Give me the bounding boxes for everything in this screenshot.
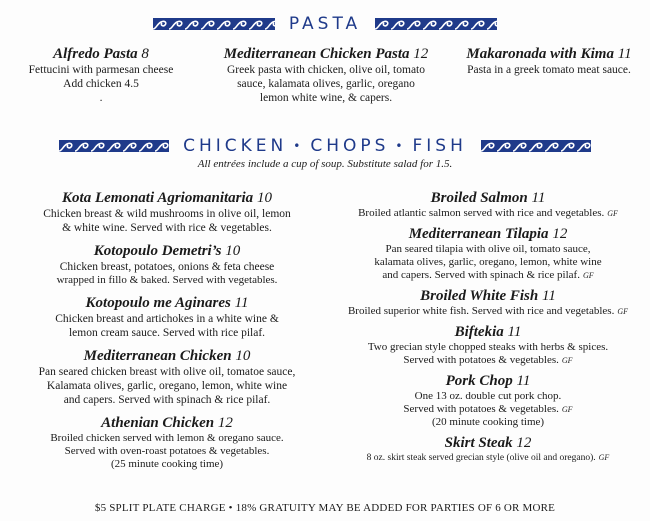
bullet-separator: •	[293, 139, 305, 153]
item-name: Skirt Steak	[444, 435, 513, 451]
item-name: Mediterranean Tilapia	[408, 226, 549, 242]
item-desc: 8 oz. skirt steak served grecian style (olive oil and oregano).	[366, 453, 596, 463]
greek-wave-border-left	[153, 18, 275, 30]
menu-item-broiled-white-fish	[330, 288, 646, 318]
item-desc: Chicken breast & wild mushrooms in olive oil, lemon	[43, 208, 291, 220]
item-desc: Pan seared tilapia with olive oil, tomato sauce,	[385, 243, 591, 255]
menu-item-broiled-salmon	[330, 190, 646, 220]
item-desc: and capers. Served with spinach & rice pilaf.	[382, 269, 580, 281]
item-desc: Served with potatoes & vegetables.	[403, 403, 559, 415]
item-desc: & white wine. Served with rice & vegetables.	[62, 222, 272, 234]
item-desc: Broiled superior white fish. Served with rice and vegetables.	[347, 305, 615, 317]
item-price: 11	[507, 324, 522, 340]
menu-item-skirt-steak	[330, 435, 646, 464]
menu-item-pork-chop	[330, 373, 646, 429]
heading-word-fish: FISH	[412, 136, 467, 156]
heading-word-chops: CHOPS	[310, 136, 390, 156]
item-price: 11	[617, 46, 632, 62]
menu-item-biftekia	[330, 324, 646, 367]
greek-wave-border-left	[59, 140, 169, 152]
left-column	[4, 190, 330, 471]
item-desc: and capers. Served with spinach & rice pilaf.	[63, 394, 271, 406]
item-name: Broiled Salmon	[430, 190, 528, 206]
item-desc: Fettucini with parmesan cheese	[28, 64, 174, 76]
item-desc: Pasta in a greek tomato meat sauce.	[467, 64, 631, 76]
gluten-free-badge: GF	[582, 271, 594, 280]
item-desc: Pan seared chicken breast with olive oil, tomatoe sauce,	[38, 366, 296, 378]
item-price: 12	[217, 415, 233, 431]
item-price: 11	[541, 288, 556, 304]
pasta-heading: PASTA	[288, 14, 362, 34]
item-desc: Broiled atlantic salmon served with rice and vegetables.	[358, 207, 605, 219]
gluten-free-badge: GF	[607, 209, 618, 218]
item-desc: Served with oven-roast potatoes & vegetables.	[64, 445, 270, 457]
item-price: 10	[256, 190, 272, 206]
bullet-separator: •	[228, 502, 233, 514]
menu-item-kota-lemonati	[4, 190, 330, 235]
item-name: Mediterranean Chicken Pasta	[223, 46, 410, 62]
item-name: Alfredo Pasta	[53, 46, 138, 62]
item-desc: wrapped in fillo & baked. Served with vegetables.	[56, 274, 278, 286]
gratuity-notice: 18% GRATUITY MAY BE ADDED FOR PARTIES OF 6 OR MORE	[235, 502, 556, 514]
item-price: 8	[141, 46, 149, 62]
gluten-free-badge: GF	[561, 356, 573, 365]
item-desc: One 13 oz. double cut pork chop.	[414, 390, 562, 402]
item-desc: sauce, kalamata olives, garlic, oregano	[237, 78, 415, 90]
item-desc: Two grecian style chopped steaks with herbs & spices.	[367, 341, 609, 353]
item-desc: (20 minute cooking time)	[431, 416, 545, 428]
item-price: 11	[516, 373, 531, 389]
item-desc: (25 minute cooking time)	[110, 458, 224, 470]
greek-wave-border-right	[375, 18, 497, 30]
item-desc: Greek pasta with chicken, olive oil, tomato	[227, 64, 425, 76]
chicken-chops-fish-heading	[183, 136, 467, 156]
entree-note: All entrées include a cup of soup. Substitute salad for 1.5.	[197, 158, 453, 170]
item-name: Athenian Chicken	[101, 415, 215, 431]
item-name: Biftekia	[454, 324, 504, 340]
item-desc: Add chicken 4.5	[63, 78, 139, 90]
menu-item-athenian-chicken	[4, 415, 330, 471]
item-price: 12	[516, 435, 532, 451]
item-price: 12	[413, 46, 429, 62]
chicken-chops-fish-banner	[55, 134, 595, 158]
menu-item-mediterranean-tilapia	[330, 226, 646, 282]
menu-item-mediterranean-chicken-pasta	[200, 46, 452, 105]
bullet-separator: •	[395, 139, 407, 153]
item-desc: kalamata olives, garlic, oregano, lemon, white wine	[374, 256, 602, 268]
pasta-banner	[140, 12, 510, 36]
item-price: 12	[552, 226, 568, 242]
greek-wave-border-right	[481, 140, 591, 152]
gluten-free-badge: GF	[561, 405, 573, 414]
footer-policy	[0, 502, 650, 514]
item-desc: Served with potatoes & vegetables.	[403, 354, 559, 366]
item-name: Mediterranean Chicken	[83, 348, 232, 364]
item-desc: .	[99, 92, 103, 104]
item-price: 11	[531, 190, 546, 206]
item-name: Kotopoulo Demetri’s	[93, 243, 222, 259]
item-name: Broiled White Fish	[420, 288, 539, 304]
item-name: Pork Chop	[445, 373, 513, 389]
item-name: Makaronada with Kima	[466, 46, 614, 62]
item-desc: Chicken breast and artichokes in a white wine &	[55, 313, 279, 325]
menu-item-makaronada-with-kima	[452, 46, 646, 77]
item-desc: lemon white wine, & capers.	[259, 92, 393, 104]
item-desc: Chicken breast, potatoes, onions & feta cheese	[59, 261, 275, 273]
item-name: Kotopoulo me Aginares	[85, 295, 231, 311]
menu-item-kotopoulo-me-aginares	[4, 295, 330, 340]
item-desc: Kalamata olives, garlic, oregano, lemon, white wine	[46, 380, 288, 392]
heading-word-chicken: CHICKEN	[183, 136, 288, 156]
item-desc: lemon cream sauce. Served with rice pilaf.	[68, 327, 266, 339]
gluten-free-badge: GF	[598, 453, 610, 462]
right-column	[330, 190, 646, 464]
menu-item-mediterranean-chicken	[4, 348, 330, 407]
item-price: 11	[234, 295, 249, 311]
item-desc: Broiled chicken served with lemon & oregano sauce.	[50, 432, 284, 444]
gluten-free-badge: GF	[617, 307, 629, 316]
menu-item-kotopoulo-demetris	[4, 243, 330, 287]
item-price: 10	[225, 243, 241, 259]
item-price: 10	[235, 348, 251, 364]
item-name: Kota Lemonati Agriomanitaria	[62, 190, 254, 206]
split-plate-charge: $5 SPLIT PLATE CHARGE	[94, 502, 226, 514]
menu-item-alfredo-pasta	[6, 46, 196, 105]
